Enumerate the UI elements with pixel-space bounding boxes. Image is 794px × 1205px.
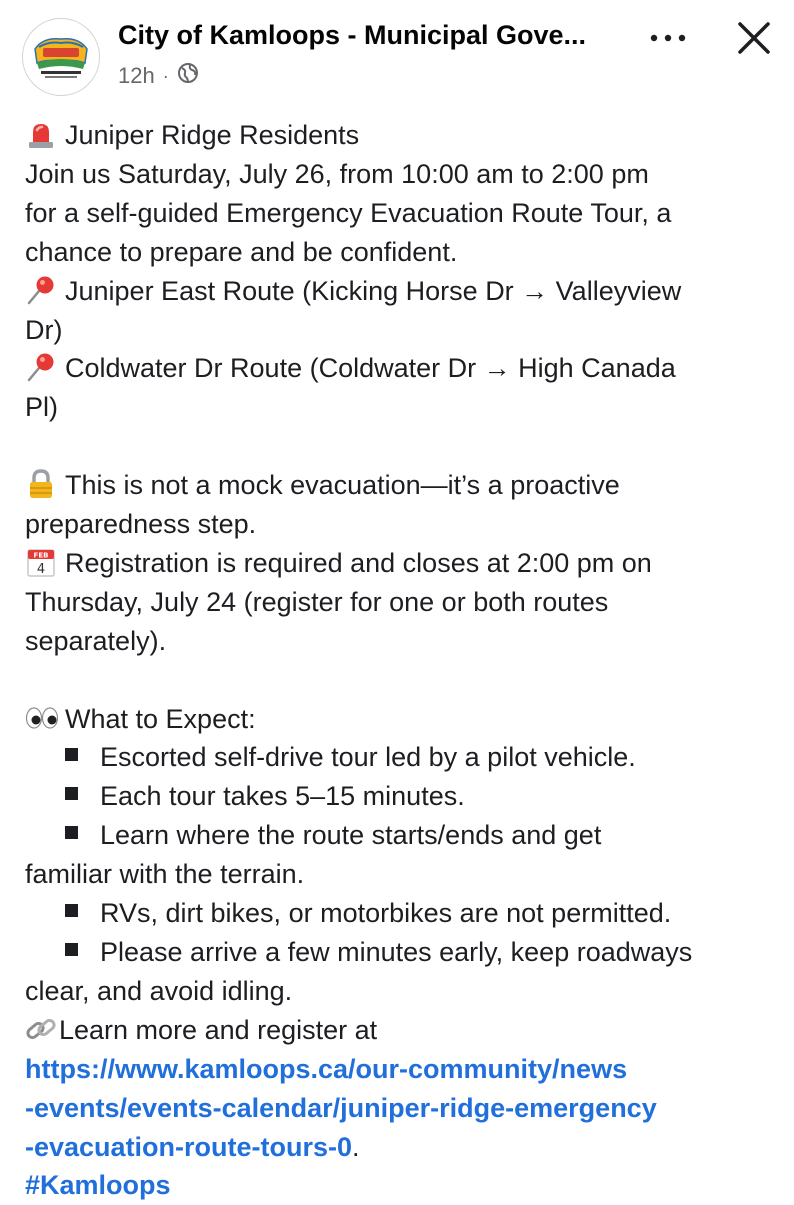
route-line	[25, 349, 775, 388]
link-period: .	[352, 1131, 360, 1162]
list-item-cont: clear, and avoid idling.	[25, 975, 293, 1006]
spacer	[25, 427, 775, 466]
registration-link-line	[25, 1128, 775, 1167]
route-coldwater-text: Coldwater Dr Route (Coldwater Dr → High Canada	[65, 353, 676, 384]
route-line-cont: Pl)	[25, 392, 58, 423]
expect-heading: What to Expect:	[65, 703, 256, 734]
list-item-text: RVs, dirt bikes, or motorbikes are not permitted.	[100, 898, 672, 929]
spacer	[25, 661, 775, 700]
list-item	[25, 894, 775, 933]
lock-icon	[25, 468, 59, 498]
post-body	[25, 116, 775, 1205]
route-line-cont: Dr)	[25, 314, 63, 345]
registration-link-line	[25, 1050, 775, 1089]
post-meta	[118, 62, 199, 90]
time-ago[interactable]: 12h	[118, 63, 155, 88]
post-header	[0, 0, 794, 110]
registration-line-cont: separately).	[25, 625, 167, 656]
list-item	[25, 933, 775, 972]
learn-more-line	[25, 1011, 775, 1050]
list-item-text: Learn where the route starts/ends and get	[100, 820, 602, 851]
registration-link-line	[25, 1089, 775, 1128]
registration-link[interactable]: https://www.kamloops.ca/our-community/news	[25, 1053, 628, 1084]
more-dots-icon	[648, 33, 688, 43]
pushpin-icon	[25, 351, 59, 381]
more-options-button[interactable]	[640, 18, 696, 58]
close-button[interactable]	[728, 12, 780, 64]
intro-line: Join us Saturday, July 26, from 10:00 am to 2:00 pm	[25, 158, 649, 189]
calendar-day: 4	[36, 561, 46, 577]
notice-text: This is not a mock evacuation—it’s a proactive	[65, 470, 620, 501]
registration-text: Registration is required and closes at 2:00 pm on	[65, 547, 652, 578]
avatar[interactable]	[22, 18, 100, 96]
meta-separator: ·	[162, 65, 169, 86]
post-heading: Juniper Ridge Residents	[65, 120, 360, 150]
learn-more-text: Learn more and register at	[59, 1014, 378, 1045]
notice-line-cont: preparedness step.	[25, 509, 257, 540]
list-item-text: Each tour takes 5–15 minutes.	[100, 781, 465, 812]
calendar-month: FEB	[33, 551, 49, 560]
bullet-square-icon	[65, 904, 78, 917]
list-item	[25, 738, 775, 777]
siren-icon	[25, 118, 59, 148]
globe-icon	[177, 62, 199, 90]
bullet-square-icon	[65, 748, 78, 761]
bullet-square-icon	[65, 787, 78, 800]
page-name[interactable]: City of Kamloops - Municipal Gove...	[118, 20, 587, 50]
post-heading-line	[25, 116, 775, 155]
notice-line	[25, 466, 775, 505]
hashtag-line	[25, 1166, 775, 1205]
intro-line: for a self-guided Emergency Evacuation Route Tour, a	[25, 197, 672, 228]
bullet-square-icon	[65, 943, 78, 956]
list-item-text: Escorted self-drive tour led by a pilot vehicle.	[100, 742, 636, 773]
list-item	[25, 816, 775, 855]
route-line	[25, 272, 775, 311]
intro-line: chance to prepare and be confident.	[25, 236, 458, 267]
route-east-text: Juniper East Route (Kicking Horse Dr → Valleyview	[65, 275, 682, 306]
link-icon	[25, 1013, 57, 1043]
list-item-cont: familiar with the terrain.	[25, 859, 305, 890]
list-item-text: Please arrive a few minutes early, keep roadways	[100, 937, 693, 967]
registration-link[interactable]: -evacuation-route-tours-0	[25, 1131, 353, 1162]
registration-link[interactable]: -events/events-calendar/juniper-ridge-emergency	[25, 1092, 657, 1123]
bullet-square-icon	[65, 826, 78, 839]
city-logo-icon	[23, 19, 99, 95]
close-icon	[737, 21, 771, 55]
registration-line	[25, 544, 775, 583]
hashtag-link[interactable]: #Kamloops	[25, 1170, 171, 1201]
eyes-icon	[25, 702, 59, 732]
registration-line-cont: Thursday, July 24 (register for one or both routes	[25, 586, 609, 617]
pushpin-icon	[25, 274, 59, 304]
calendar-icon	[25, 546, 59, 576]
expect-heading-line	[25, 700, 775, 739]
list-item	[25, 777, 775, 816]
